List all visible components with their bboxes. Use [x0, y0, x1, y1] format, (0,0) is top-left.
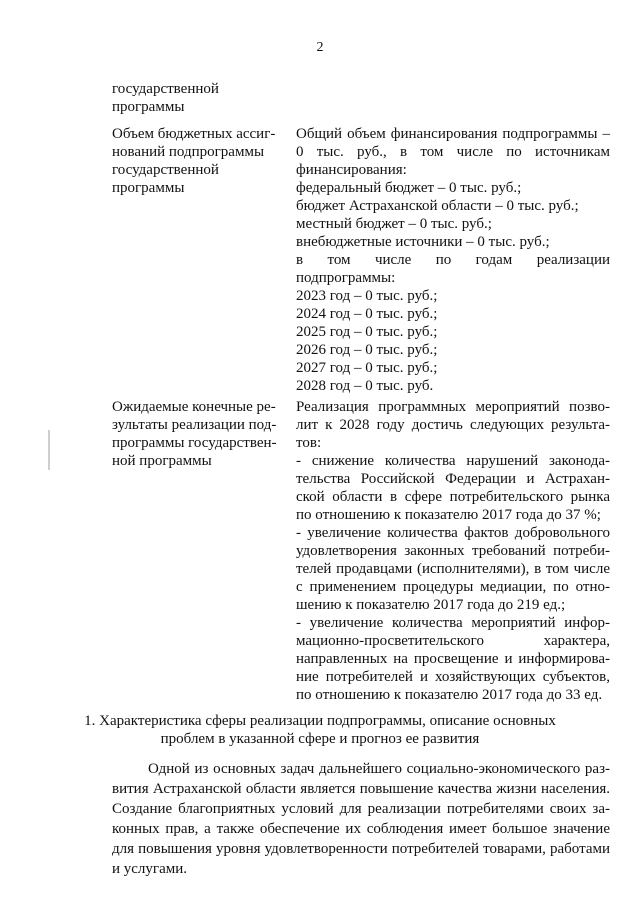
row-label-line: зультаты реализации под- — [112, 417, 277, 433]
paragraph-line: Одной из основных задач дальнейшего социально-экономического раз- — [148, 761, 610, 777]
result-line: тельства Российской Федерации и Астрахан- — [296, 471, 610, 487]
budget-year-line: 2023 год – 0 тыс. руб.; — [296, 288, 438, 304]
row-label-line: Ожидаемые конечные ре- — [112, 399, 276, 415]
paragraph-line: конных прав, а также обеспечение их соблюдения имеет большое значение — [112, 821, 610, 837]
page-number: 2 — [316, 40, 324, 55]
result-line: - увеличение количества мероприятий инфор- — [296, 615, 610, 631]
budget-line: 0 тыс. руб., в том числе по источникам — [296, 144, 610, 160]
row-label-line: программы государствен- — [112, 435, 277, 451]
budget-line: финансирования: — [296, 162, 407, 178]
row-label-line: нований подпрограммы — [112, 144, 265, 160]
result-line: ние потребителей и хозяйствующих субъектов, — [296, 669, 610, 685]
result-line: по отношению к показателю 2017 года до 33 ед. — [296, 687, 603, 703]
result-line: с применением процедуры медиации, по отно- — [296, 579, 610, 595]
paragraph-line: для повышения уровня удовлетворенности потребителей товарами, работами — [112, 841, 610, 857]
paragraph-line: и услугами. — [112, 861, 187, 877]
budget-line: местный бюджет – 0 тыс. руб.; — [296, 216, 492, 232]
result-line: Реализация программных мероприятий позво- — [296, 399, 610, 415]
row-label-line: программы — [112, 99, 185, 115]
budget-line: федеральный бюджет – 0 тыс. руб.; — [296, 180, 522, 196]
result-line: тов: — [296, 435, 322, 451]
budget-line: Общий объем финансирования подпрограммы – — [296, 126, 610, 142]
result-line: удовлетворения законных требований потреби- — [296, 543, 610, 559]
budget-line: внебюджетные источники – 0 тыс. руб.; — [296, 234, 550, 250]
budget-year-line: 2028 год – 0 тыс. руб. — [296, 378, 434, 394]
budget-line: подпрограммы: — [296, 270, 396, 286]
result-line: шению к показателю 2017 года до 219 ед.; — [296, 597, 566, 613]
result-line: по отношению к показателю 2017 года до 37 %; — [296, 507, 601, 523]
budget-year-line: 2024 год – 0 тыс. руб.; — [296, 306, 438, 322]
section-heading-line: 1. Характеристика сферы реализации подпрограммы, описание основных — [84, 713, 556, 729]
row-label-line: государственной — [112, 162, 219, 178]
budget-line: в том числе по годам реализации — [296, 252, 610, 268]
result-line: - увеличение количества фактов добровольного — [296, 525, 610, 541]
result-line: направленных на просвещение и информирова- — [296, 651, 610, 667]
result-line: мационно-просветительского характера, — [296, 633, 610, 649]
result-line: лит к 2028 году достичь следующих результа- — [296, 417, 610, 433]
scan-margin-mark — [48, 430, 50, 470]
budget-year-line: 2027 год – 0 тыс. руб.; — [296, 360, 438, 376]
budget-year-line: 2026 год – 0 тыс. руб.; — [296, 342, 438, 358]
result-line: - снижение количества нарушений законода- — [296, 453, 610, 469]
section-heading-line: проблем в указанной сфере и прогноз ее развития — [160, 731, 480, 747]
row-label-line: государственной — [112, 81, 219, 97]
paragraph-line: вития Астраханской области является повышение качества жизни населения. — [112, 781, 610, 797]
result-line: ской области в сфере потребительского рынка — [296, 489, 610, 505]
paragraph-line: Создание благоприятных условий для реализации потребителями своих за- — [112, 801, 610, 817]
budget-line: бюджет Астраханской области – 0 тыс. руб.; — [296, 198, 579, 214]
row-label-line: программы — [112, 180, 185, 196]
budget-year-line: 2025 год – 0 тыс. руб.; — [296, 324, 438, 340]
row-label-line: ной программы — [112, 453, 212, 469]
result-line: телей продавцами (исполнителями), в том числе — [296, 561, 610, 577]
row-label-line: Объем бюджетных ассиг- — [112, 126, 276, 142]
